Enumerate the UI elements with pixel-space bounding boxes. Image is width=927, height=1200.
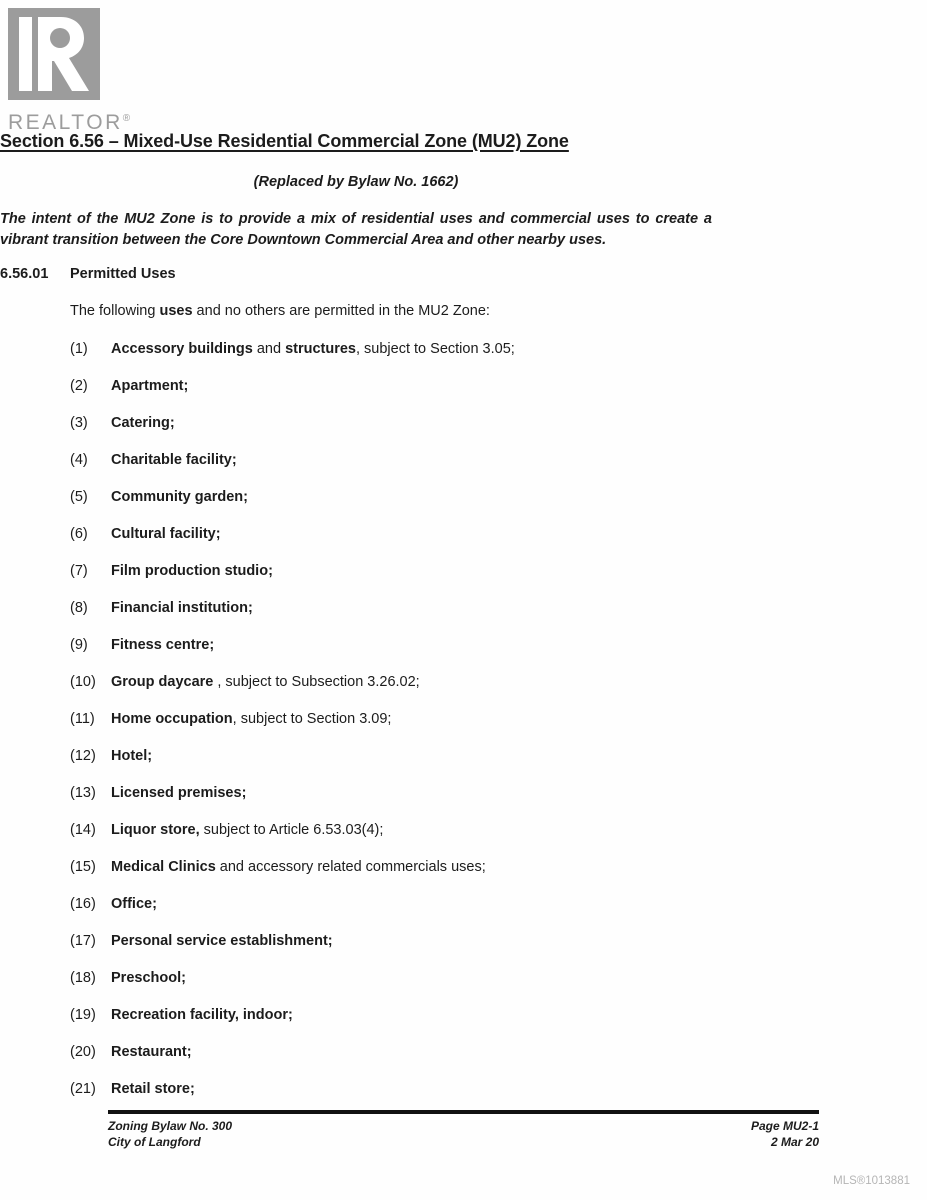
list-item-number: (13) bbox=[70, 785, 96, 801]
text-segment: uses bbox=[159, 303, 193, 319]
page-footer bbox=[108, 1118, 819, 1150]
text-segment: Cultural facility; bbox=[111, 526, 221, 542]
text-segment: Catering; bbox=[111, 415, 175, 431]
list-item bbox=[0, 1008, 712, 1023]
list-item bbox=[0, 416, 712, 431]
list-item bbox=[0, 897, 712, 912]
list-item-number: (5) bbox=[70, 489, 88, 505]
list-item bbox=[0, 823, 712, 838]
zone-intent-paragraph: The intent of the MU2 Zone is to provide a mix of residential uses and commercial uses to create a vibrant transition between the Core Downtown Commercial Area and other nearby uses. bbox=[0, 211, 712, 248]
text-segment: and bbox=[252, 341, 286, 357]
list-item-text bbox=[111, 786, 712, 801]
footer-rule bbox=[108, 1110, 819, 1114]
text-segment: Charitable facility; bbox=[111, 452, 237, 468]
text-segment: Fitness centre; bbox=[111, 637, 215, 653]
list-item-text bbox=[111, 860, 712, 875]
list-item bbox=[0, 601, 712, 616]
list-item-number: (20) bbox=[70, 1044, 96, 1060]
text-segment: , subject to Section 3.09; bbox=[232, 711, 392, 727]
text-segment: Preschool; bbox=[111, 970, 186, 986]
permitted-uses-intro bbox=[70, 303, 712, 319]
list-item-text bbox=[111, 823, 712, 838]
list-item bbox=[0, 749, 712, 764]
text-segment: Personal service establishment; bbox=[111, 933, 333, 949]
list-item bbox=[0, 786, 712, 801]
list-item-number: (10) bbox=[70, 674, 96, 690]
list-item-text bbox=[111, 342, 712, 357]
list-item bbox=[0, 971, 712, 986]
text-segment: Film production studio; bbox=[111, 563, 273, 579]
text-segment: Financial institution; bbox=[111, 600, 253, 616]
list-item-number: (2) bbox=[70, 378, 88, 394]
list-item bbox=[0, 712, 712, 727]
text-segment: and accessory related commercials uses; bbox=[215, 859, 486, 875]
list-item-text bbox=[111, 897, 712, 912]
text-segment: The following bbox=[70, 303, 160, 319]
text-segment: Hotel; bbox=[111, 748, 153, 764]
list-item bbox=[0, 1045, 712, 1060]
text-segment: Group daycare bbox=[111, 674, 214, 690]
footer-right bbox=[751, 1118, 819, 1150]
list-item bbox=[0, 1082, 712, 1097]
list-item-text bbox=[111, 1082, 712, 1097]
list-item bbox=[0, 342, 712, 357]
list-item-text bbox=[111, 712, 712, 727]
realtor-logo bbox=[8, 8, 131, 134]
list-item-number: (8) bbox=[70, 600, 88, 616]
list-item-text bbox=[111, 564, 712, 579]
section-heading: Permitted Uses bbox=[70, 266, 176, 282]
list-item-text bbox=[111, 971, 712, 986]
text-segment: Community garden; bbox=[111, 489, 248, 505]
list-item-number: (14) bbox=[70, 822, 96, 838]
text-segment: , subject to Section 3.05; bbox=[356, 341, 515, 357]
text-segment: Apartment; bbox=[111, 378, 189, 394]
list-item bbox=[0, 860, 712, 875]
list-item-text bbox=[111, 934, 712, 949]
list-item bbox=[0, 453, 712, 468]
list-item bbox=[0, 934, 712, 949]
text-segment: Office; bbox=[111, 896, 157, 912]
mls-watermark: MLS®1013881 bbox=[833, 1175, 910, 1187]
text-segment: , subject to Subsection 3.26.02; bbox=[213, 674, 420, 690]
list-item-text bbox=[111, 638, 712, 653]
list-item-number: (11) bbox=[70, 711, 95, 727]
list-item-text bbox=[111, 490, 712, 505]
realtor-block-r-icon bbox=[8, 87, 100, 104]
permitted-uses-list bbox=[0, 342, 712, 1097]
list-item bbox=[0, 490, 712, 505]
list-item bbox=[0, 675, 712, 690]
list-item-text bbox=[111, 749, 712, 764]
list-item bbox=[0, 527, 712, 542]
list-item bbox=[0, 379, 712, 394]
realtor-wordmark bbox=[8, 109, 131, 134]
list-item-number: (19) bbox=[70, 1007, 96, 1023]
list-item-number: (12) bbox=[70, 748, 96, 764]
list-item-number: (9) bbox=[70, 637, 88, 653]
text-segment: and no others are permitted in the MU2 Zone: bbox=[192, 303, 490, 319]
realtor-wordmark-text: REALTOR bbox=[8, 111, 123, 134]
list-item-text bbox=[111, 1045, 712, 1060]
page-title: Section 6.56 – Mixed-Use Residential Commercial Zone (MU2) Zone bbox=[0, 131, 569, 151]
text-segment: Licensed premises; bbox=[111, 785, 247, 801]
registered-trademark-symbol: ® bbox=[122, 113, 131, 124]
list-item-number: (21) bbox=[70, 1081, 96, 1097]
list-item-number: (1) bbox=[70, 341, 88, 357]
list-item-number: (17) bbox=[70, 933, 96, 949]
footer-date: 2 Mar 20 bbox=[770, 1135, 819, 1149]
text-segment: Liquor store, bbox=[111, 822, 200, 838]
section-number: 6.56.01 bbox=[0, 266, 49, 282]
list-item bbox=[0, 564, 712, 579]
list-item-number: (15) bbox=[70, 859, 96, 875]
text-segment: Medical Clinics bbox=[111, 859, 216, 875]
text-segment: structures bbox=[285, 341, 356, 357]
footer-bylaw-number: Zoning Bylaw No. 300 bbox=[108, 1119, 233, 1133]
list-item-text bbox=[111, 601, 712, 616]
list-item-text bbox=[111, 675, 712, 690]
list-item-number: (6) bbox=[70, 526, 88, 542]
footer-city: City of Langford bbox=[108, 1135, 201, 1149]
text-segment: Accessory buildings bbox=[111, 341, 253, 357]
footer-page-number: Page MU2-1 bbox=[750, 1119, 819, 1133]
text-segment: subject to Article 6.53.03(4); bbox=[199, 822, 384, 838]
list-item-number: (4) bbox=[70, 452, 88, 468]
list-item-number: (18) bbox=[70, 970, 96, 986]
list-item-text bbox=[111, 416, 712, 431]
footer-left bbox=[108, 1118, 232, 1150]
text-segment: Restaurant; bbox=[111, 1044, 192, 1060]
bylaw-replacement-note: (Replaced by Bylaw No. 1662) bbox=[253, 174, 459, 190]
list-item-text bbox=[111, 379, 712, 394]
list-item-number: (7) bbox=[70, 563, 88, 579]
list-item-text bbox=[111, 527, 712, 542]
list-item-number: (3) bbox=[70, 415, 88, 431]
list-item-text bbox=[111, 1008, 712, 1023]
text-segment: Home occupation bbox=[111, 711, 233, 727]
list-item-text bbox=[111, 453, 712, 468]
text-segment: Retail store; bbox=[111, 1081, 195, 1097]
list-item bbox=[0, 638, 712, 653]
text-segment: Recreation facility, indoor; bbox=[111, 1007, 293, 1023]
list-item-number: (16) bbox=[70, 896, 96, 912]
